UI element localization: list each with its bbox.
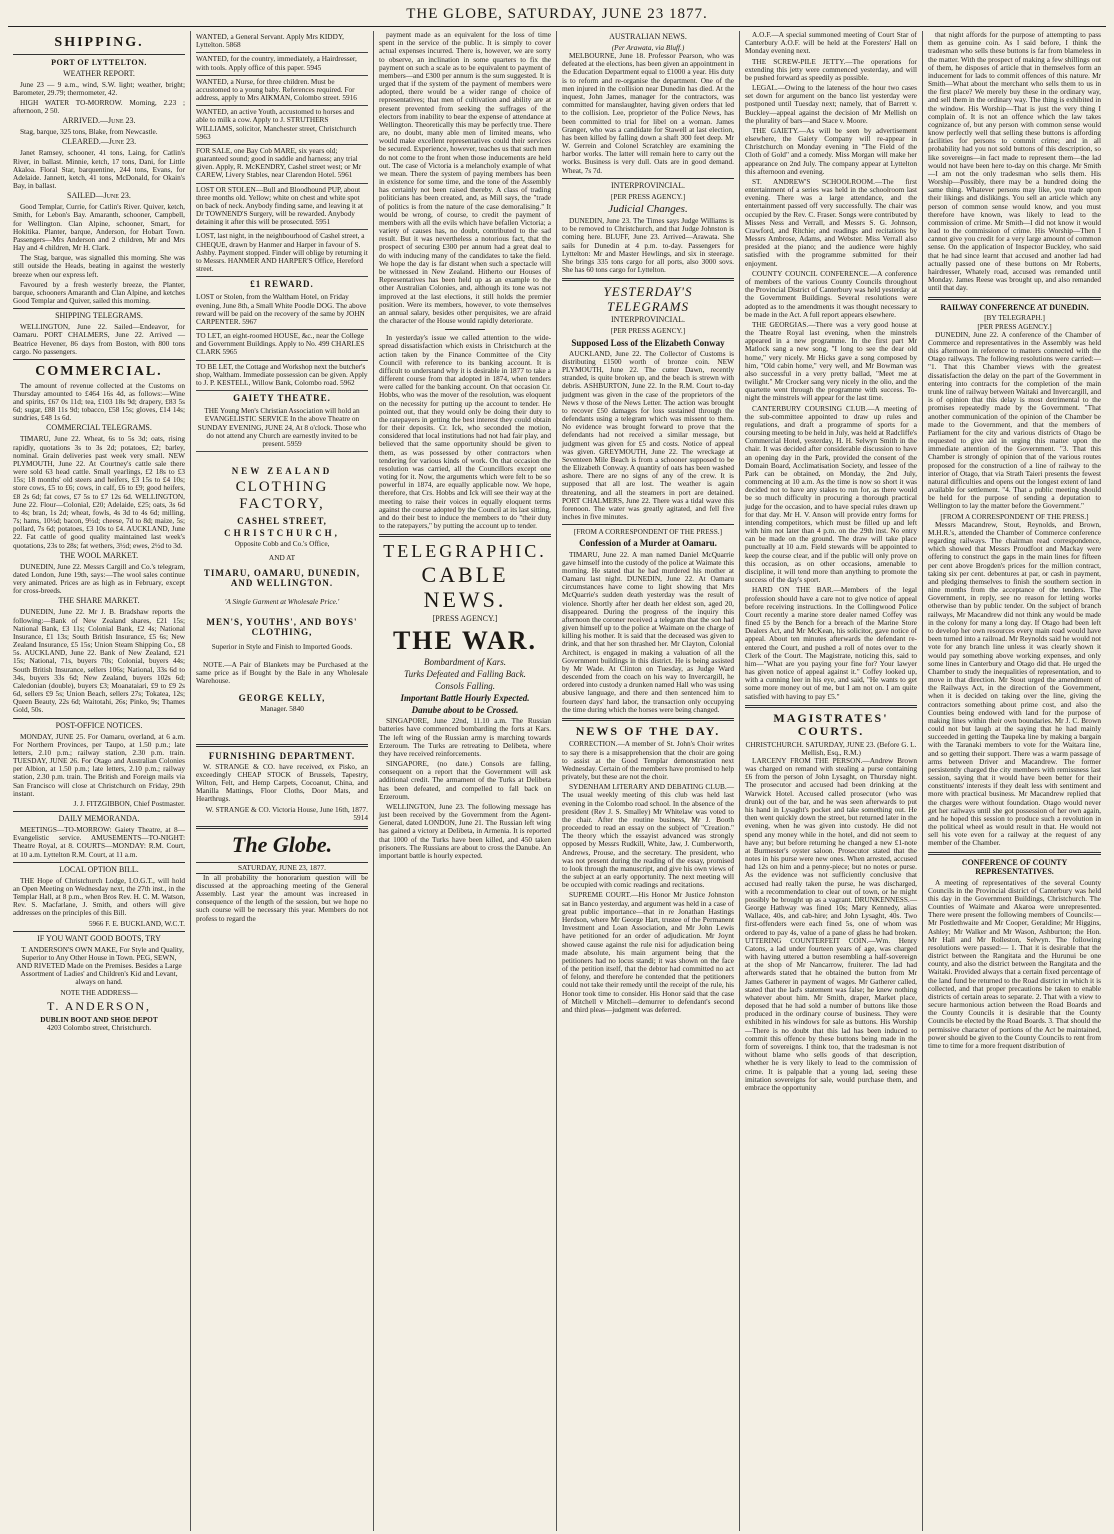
post-office-signature: J. J. FITZGIBBON, Chief Postmaster. <box>73 798 185 808</box>
magistrates-courts-sub: CHRISTCHURCH. SATURDAY, JUNE 23. (Before G. L. Mellish, Esq., R.M.) <box>745 739 917 757</box>
classified-ad: WANTED, a General Servant. Apply Mrs KIDDY, Lyttelton. 5868 <box>196 31 368 53</box>
columns <box>8 31 1106 1531</box>
divider <box>562 278 734 281</box>
war-headline: Consols Falling. <box>434 680 495 691</box>
news-of-the-day-heading: NEWS OF THE DAY. <box>575 723 721 738</box>
boots-name: T. ANDERSON, <box>46 998 152 1013</box>
boots-text: T. ANDERSON'S OWN MAKE, For Style and Quality, Superior to Any Other House in Town. PEG, SEWN, AND RIVETED Made on the Premises. Besides a Large Assortment of Ladies' and Children's Kid and Levant, always on hand. <box>16 944 184 987</box>
clothing-ad-line: Opposite Cobb and Co.'s Office, <box>234 538 330 548</box>
leader-continued: payment made as an equivalent for the loss of time spent in the service of the public. It is simply to cover actual expenses incurred. There is, however, we are sorry to observe, an inclination in some quarters to fix the payment on such a scale as to be equivalent to payment of members—and £300 per annum is the sum suggested. It is urged that if the system of the payment of members were adopted, there would be a wider range of choice of representatives; that men of cultivation and ability are at present prevented from seeking the suffrages of the electors from inability to bear the expense of attendance at Wellington. Theoretically this may be perfectly true. There are, no doubt, many able men of limited means, who would make excellent representatives could their services be secured. Experience, however, teaches us that such men do not come to the front when those inducements are held out. The case of Victoria is a melancholy example of what we mean. There the system of paying members has been in existence for some time, and the tone of the Assembly has certainly not been raised thereby. A class of trading politicians has been created, and, as Mill says, the "trade of politics is from the nature of the case demoralising." It would be wrong, of course, to credit the payment of members with all the evils which have befallen Victoria; a variety of causes has, no doubt, contributed to the sad result. But it was nevertheless a notorious fact, that the prospect of securing £300 per annum had a great deal to do with inducing many of the candidates to take the field. We hope the day is far distant when such a spectacle will be witnessed in New Zealand. Hitherto our Houses of Representatives has been held up as an example to the other Australian Colonies, and, although its tone was not improved at the last elections, it still holds the premier position. Were its members, however, to vote themselves an annual salary, besides other perquisites, we are afraid the character of the House would rapidly deteriorate. <box>379 31 551 326</box>
divider <box>196 826 368 829</box>
local-option-heading: LOCAL OPTION BILL. <box>59 864 139 874</box>
local-option-text: THE Hope of Christchurch Lodge, I.O.G.T., will hold an Open Meeting on Wednesday next, the 27th inst., in the Templar Hall, at 8 p.m., when Bros Rev. H. C. M. Watson, Rev. S. Macfarlane, J. Smith, and others will give addresses on the principles of this Bill. <box>13 875 185 918</box>
news-item: THE GAIETY.—As will be seen by advertisement elsewhere, the Gaiety Company will re-appear in Christchurch on Monday evening in "The Field of the Cloth of Gold" and a comedy. Miss Morgan will make her appearance on 2nd July. The company appear at Lyttelton this afternoon and evening. <box>745 125 917 176</box>
cable-news-heading: CABLE NEWS. <box>421 562 509 613</box>
judicial-heading: Judicial Changes. <box>608 202 688 215</box>
war-dispatch: WELLINGTON, June 23. The following message has just been received by the Government from the Agent-General, dated LONDON, June 21. The Russian left wing has gained a victory at Delibeta, in Armenia. It is reported that 1000 of the Turks have been killed, and 450 taken prisoners. The Russians are about to cross the Danube. An important battle is hourly expected. <box>379 801 551 860</box>
press-agency-label: [PER PRESS AGENCY.] <box>610 326 686 336</box>
telegraphic-heading: TELEGRAPHIC. <box>383 541 547 562</box>
boots-street: 4203 Colombo street, Christchurch. <box>46 1023 152 1033</box>
gaiety-ad: THE Young Men's Christian Association will hold an EVANGELISTIC SERVICE In the above Theatre on SUNDAY EVENING, JUNE 24, At 8 o'clock. Those who do not attend any Church are earnestly invited to be present. 5959 <box>196 405 368 452</box>
column-6 <box>923 31 1106 1531</box>
local-option-signature: 5966 F. E. BUCKLAND, W.C.T. <box>88 918 185 928</box>
clothing-ad-line: MEN'S, YOUTHS', AND BOYS' CLOTHING, <box>206 616 358 637</box>
divider <box>928 297 1101 300</box>
divider <box>562 178 734 179</box>
divider <box>13 862 185 863</box>
war-headline: Turks Defeated and Falling Back. <box>404 668 526 679</box>
correspondent-label: [FROM A CORRESPONDENT OF THE PRESS.] <box>940 511 1089 521</box>
news-item: CORRECTION.—A member of St. John's Choir writes to say there is a misapprehension that the choir are going to assist at the Good Templar demonstration next Wednesday. Certain of the members have promised to help privately, but these are not the choir. <box>562 739 734 782</box>
memoranda-heading: DAILY MEMORANDA. <box>58 814 140 824</box>
divider <box>379 534 551 537</box>
judicial-text: DUNEDIN, June 23. The Times says Judge Williams is to be removed to Christchurch, and that Judge Johnston is coming here. BLUFF, June 23. Arrived—Arawata. She sails for Dunedin at 4 p.m. to-day. Passengers for Lyttelton: Mr and Master Hewlings, and six in steerage. She brings 335 tons cargo for all ports, also 3000 sovs. She has 60 tons cargo for Lyttelton. <box>562 216 734 275</box>
war-headline: Important Battle Hourly Expected. <box>400 693 530 704</box>
war-headline: Danube about to be Crossed. <box>411 705 519 716</box>
divider <box>562 718 734 721</box>
news-item: COUNTY COUNCIL CONFERENCE.—A conference of members of the various County Councils throughout the Provincial District of Canterbury was held yesterday at the Government Buildings. Several resolutions were adopted as to the amendments it was thought necessary to be made in the Act. A full report appears elsewhere. <box>745 268 917 319</box>
classified-ad: LOST OR STOLEN—Bull and Bloodhound PUP, about three months old. Yellow; white on chest and white spot on back of neck. Anybody finding same, and leaving it at Dr TOWNEND'S Surgery, will be rewarded. Anybody detaining it after this will be prosecuted. 5951 <box>196 184 368 231</box>
commercial-text: The amount of revenue collected at the Customs on Thursday amounted to £464 16s 4d, as follows:—Wine and spirits, £67 0s 11d; tea, £103 18s 9d; drapery, £83 5s 6d; sugar, £88 11s 9d; tobacco, £58 15s; gloves, £14 14s; sundries, £48 1s 6d. <box>13 380 185 423</box>
column-2 <box>191 31 374 1531</box>
interprovincial-heading: INTERPROVINCIAL. <box>611 180 685 190</box>
yesterdays-telegrams-heading: YESTERDAY'S TELEGRAMS <box>603 284 693 314</box>
high-water: HIGH WATER TO-MORROW. Morning, 2.23 ; afternoon, 2 50. <box>13 97 185 116</box>
news-item: SYDENHAM LITERARY AND DEBATING CLUB.—The usual weekly meeting of this club was held last evening in the Colombo road school. In the absence of the president (Rev J. S. Smalley) Mr Whitelaw was voted to the chair. After the routine business, Mr J. Booth proceeded to read an essay on the subject of "Creation." The theory which the essayist advanced was strongly opposed by Messrs Rudkill, White, Jaw, J. Cumberworth, Andrews, Prouse, and the secretary. The president, who was not present during the reading of the essay, promised to look through the manuscript, and give his own views of the subject at an early opportunity. The next meeting will be occupied with comic readings and recitations. <box>562 782 734 890</box>
divider <box>196 744 368 747</box>
wool-text: DUNEDIN, June 22. Messrs Cargill and Co.'s telegram, dated London, June 19th, says:—The wool sales continue very animated. Prices are as high as in February, except for cross-breeds. <box>13 561 185 596</box>
furnishing-heading: FURNISHING DEPARTMENT. <box>208 750 356 761</box>
gaiety-heading: GAIETY THEATRE. <box>233 393 331 404</box>
stag-note: The Stag, barque, was signalled this morning. She was still outside the Heads, beating in against the westerly breeze when our express left. <box>13 253 185 279</box>
telegraph-label: [BY TELEGRAPH.] <box>984 313 1045 323</box>
conway-text: AUCKLAND, June 22. The Collector of Customs is distributing £1500 worth of bronze coin. NEW PLYMOUTH, June 22. The cutter Dawn, recently stranded, is quite broken up, and the beach is strewn with debris. ASHBURTON, June 22. In the R.M. Court to-day judgment was given in the case of the proprietors of the News v those of the News Letter. The action was brought to recover £50 damages for loss sustained through the defendants using a telegram which was missent to them. No evidence was brought forward to prove that the defendants had not received a similar message, but judgment was given for £5 and costs. Notice of appeal was given. GREYMOUTH, June 22. The wreckage at Seventeen Mile Beach is from a schooner supposed to be the Elizabeth Conway. A quantity of oats has been washed ashore. There are no signs of any of the crew. It is supposed that all are lost. The weather is again threatening, and all the steamers in port are detained. PORT CHALMERS, June 22. There was a tidal wave this forenoon. The water was greatly agitated, and fell five inches in five minutes. <box>562 348 734 522</box>
railway-conference-heading: RAILWAY CONFERENCE AT DUNEDIN. <box>940 302 1089 312</box>
column-4 <box>557 31 740 1531</box>
divider <box>13 54 185 55</box>
column-5 <box>740 31 923 1531</box>
shipping-telegrams-heading: SHIPPING TELEGRAMS. <box>55 311 143 321</box>
clothing-ad-line: Superior in Style and Finish to Imported Goods. <box>211 641 353 651</box>
murder-text: TIMARU, June 22. A man named Daniel McQuarrie gave himself into the custody of the police at Waimate this morning. He stated that he had murdered his mother at Oamaru last night. DUNEDIN, June 22. At Oamaru circumstances have come to light showing that Mrs McQuarrie's sudden death yesterday was the result of violence. Shortly after her death her eldest son, aged 20, disappeared. During the progress of the inquiry this afternoon the coroner received a telegram that the son had given himself up to the police at Waimate on the charge of killing his mother. It is said that the deceased was given to drink, and that her son thrashed her. Mr Clayton, Colonial Architect, is engaged in making a valuation of all the Government buildings in this district. He is being assisted by Mr Wade. At Clinton on Tuesday, as Judge Ward descended from the coach on his way to Invercargill, he ordered into custody a drunken named Hall who was using abusive language, and there and then sentenced him to fourteen days' hard labor, the transaction only occupying the time during which the horses were being changed. <box>562 549 734 714</box>
clothing-ad-line: NOTE.—A Pair of Blankets may be Purchased at the same price as if Bought by the Bale in any Wholesale Warehouse. <box>196 659 368 686</box>
interprovincial-heading: INTERPROVINCIAL. <box>611 315 685 325</box>
classified-ad: FOR SALE, one Bay Cob MARE, six years old; guaranteed sound; good in saddle and harness; any trial given. Apply, R. McKENDRY, Cashel street west; or Mr CAREW, Livery Stables, near Clarendon Hotel. 5961 <box>196 145 368 184</box>
boots-address: DUBLIN BOOT AND SHOE DEPOT <box>40 1015 158 1025</box>
news-item: LEGAL.—Owing to the lateness of the hour two cases set down for argument on the banco list yesterday were postponed until Tuesday next; namely, that of Barrett v. Buckley—appeal against the decision of Mr Mellish on the plurality of bars—and Stace v. Moore. <box>745 83 917 125</box>
australian-news-sub: (Per Arawata, via Bluff.) <box>611 42 685 52</box>
post-office-text: MONDAY, JUNE 25. For Oamaru, overland, at 6 a.m. For Northern Provinces, per Taupo, at 1.50 p.m.; late letters, 2.10 p.m.; railway station, 2.30 p.m. train. TUESDAY, JUNE 26. For Otago and Australian Colonies per Albion, at 1.50 p.m.; late letters, 2.10 p.m.; railway station, 2.30 p.m. train. The British and Foreign mails via San Francisco will close at Christchurch on Friday, 29th instant. <box>13 731 185 798</box>
clothing-ad-line: 'A Single Garment at Wholesale Price.' <box>224 597 340 607</box>
clothing-ad-line: CHRISTCHURCH, <box>224 527 340 538</box>
commercial-heading: COMMERCIAL. <box>35 363 163 379</box>
conway-heading: Supposed Loss of the Elizabeth Conway <box>571 337 725 348</box>
magistrates-courts-text: LARCENY FROM THE PERSON.—Andrew Brown was charged on remand with stealing a purse containing £6 from the person of John Lysaght, on Thursday night. The prosecutor and accused had been drinking at the Warwick Hotel. Accused called prosecutor (who was drunk) out of the bar, and he was seen afterwards to put his hand in Lysaght's pocket and take something out. He then went quickly down the street, but returned later in the evening, when he was given into custody. He did not spend any money while in the hotel, and did not seem to have any; but before returning he changed a new £1-note at Burmester's oyster saloon. Prosecutor stated that the notes in his purse were new ones. When arrested, accused had 12s on him and a penny-piece; but no notes or purse. As the evidence was not sufficiently conclusive that accused had really taken the purse, he was discharged, with a recommendation to clear out of town, or he might possibly be brought up as a vagrant. DRUNKENNESS.—George Hathway was fined 10s; Mary Kennedy, alias Wallace, 40s, and cab-hire; and John Lysaght, 40s. Two first-offenders were each fined 5s, one of whom was ordered to pay 4s, value of a pane of glass he had broken. UTTERING COUNTERFEIT COIN.—Wm. Henry Catons, a lad under fourteen years of age, was charged with having uttered a button resembling a half-sovereign at the shop of Mr Nancarrow, fruiterer. The lad had afterwards stated that he obtained the button from Mr James Gatherer in payment of wages. Mr Gatherer called, stated that the lad's statement was false; he knew nothing whatever about him. Mr Smith, draper, Market place, deposed that he had sold a number of buttons like those produced in the ordinary course of business. They were exhibited in his windows for sale as buttons. His Worship—There is no doubt that this lad has been induced to commit this offence by these buttons being made in the form of sovereigns. I think too, that the tradesman is not without blame who sells goods of that description, whether he is very likely to lead to the commission of crime. It is palpable that a young lad, seeing these imitation sovereigns for sale, would purchase them, and embrace the opportunity <box>745 755 917 1092</box>
news-item: THE SCREW-PILE JETTY.—The operations for extending this jetty were commenced yesterday, and will be pushed forward as speedily as possible. <box>745 56 917 82</box>
news-item: CANTERBURY COURSING CLUB.—A meeting of the sub-committee appointed to draw up rules and regulations, and draft a programme of sports for a coursing meeting to be held in July, was held at Radcliffe's Commercial Hotel, yesterday, H. H. Selwyn Smith in the chair. It was decided after considerable discussion to have an opening day in the Park, provided the consent of the Domain Board, Acclimatisation Society, and lessee of the Park can be obtained, on Monday, the 2nd July, commencing at 10 a.m. As the time is now so short it was decided not to have any stakes to run for, as there would be so much difficulty in procuring a thorough practical judge for the occasion, and to have special rules drawn up for that day. Mr H. V. Anson will provide entry forms for intending competitors, which must be filled up and left with him not later than 4 p.m. on the 29th inst. No entry can be made on the ground. The draw will take place punctually at 10 a.m. Field stewards will be appointed to keep the course clear, and if the public will only prove on this occasion, as on other occasions, amenable to discipline, it will tend more than anything to promote the success of the day's sport. <box>745 403 917 585</box>
divider <box>13 811 185 812</box>
clothing-ad-line: Manager. 5840 <box>260 704 304 714</box>
railway-conference-text: Messrs Macandrew, Stout, Reynolds, and Brown, M.H.R.'s, attended the Chamber of Commerce conference regarding railways. The chairman read correspondence, which showed that Messrs Proudfoot and Mackay were offering to construct the gaps in the main lines for fifteen per cent above Brogden's prices for the million contract, taking six per cent. debentures at par, or cash in payment, and pledging themselves to finish the southern section in nine months from the acceptance of the tenders. The Government, in reply, see no reason for letting works otherwise than by public tender. On the subject of branch railways, Mr Macandrew did not think any would be made in the colony for many a long day. If Otago had been left to develop her own resources every main road would have been turned into a railroad. Mr Reynolds said he would not vote for any branch line unless it was clearly shown it would pay something above working expenses, and only some lines in Canterbury and Otago did that. He urged the Chamber to study the inequalities of representation, and to move in that direction. Mr Stout urged the amendment of the Railways Act, in the direction of the Government, when it is decided on taking over the line, giving the contractors something about prime cost, and also the Counties being endowed with land for the purpose of making lines within their own boundaries. Mr J. C. Brown could not but laugh at the saying that he had mainly succeeded in getting the Taupeka line by making a bargain with the Taranaki members to vote for the Waitara line, and so getting their support. There was a warm passage of arms between Driver and Macandrew. The former persistently charged the city members with remissness last session, saying that it would have been better for their constituents' interests if they dealt less with sentiment and more with practical business. Mr Macandrew replied that the charges were without foundation. Otago would never get her railways until she got possession of her own again, and he hoped this session to produce such a revolution in the political wheel as would result in that. He would not sell his vote even for a railway at the request of any member of the Chamber. <box>928 519 1101 848</box>
arrived-heading: ARRIVED.—June 23. <box>62 116 136 126</box>
press-agency-label: [PRESS AGENCY.] <box>432 613 498 623</box>
war-heading: THE WAR. <box>392 625 538 655</box>
divider <box>13 718 185 719</box>
murder-heading: Confession of a Murder at Oamaru. <box>579 538 717 549</box>
press-agency-label: [PER PRESS AGENCY.] <box>977 321 1052 331</box>
news-item: THE GEORGIAS.—There was a very good house at the Theatre Royal last evening, when the minstrels appeared in a new programme. In the first part Mr Matlock sang a new song, "I long to see the dear old home," very nicely. Mr Hicks gave a song composed by him, "Old cabin home," very well, and Mr Bowman was also successful in a very pretty ballad, "Meet me at twilight." Mr Crocker sang very nicely in the olio, and the quartette went through the programme with success. To-night the minstrels will appear for the last time. <box>745 319 917 403</box>
divider <box>13 359 185 360</box>
county-conference-heading: CONFERENCE OF COUNTY REPRESENTATIVES. <box>961 857 1068 876</box>
divider <box>562 524 734 525</box>
classified-ad: WANTED, an active Youth, accustomed to horses and able to milk a cow. Apply to J. STRUTHERS WILLIAMS, solicitor, Manchester street, Christchurch 5963 <box>196 106 368 145</box>
classified-ad: LOST, last night, in the neighbourhood of Cashel street, a CHEQUE, drawn by Hanmer and Harper in favour of S. Ashby. Payment stopped. Finder will oblige by returning it to Messrs. HANMER AND HARPER'S Office, Hereford street. <box>196 230 368 277</box>
clothing-ad-line: TIMARU, OAMARU, DUNEDIN, AND WELLINGTON. <box>203 568 361 589</box>
column-1 <box>8 31 191 1531</box>
commercial-telegrams-text: TIMARU, June 22. Wheat, 6s to 5s 3d; oats, rising rapidly, quotations 3s to 3s 2d; potatoes, £2; barley, nominal. Grain deliveries past week very small. NEW PLYMOUTH, June 22. At Courtney's cattle sale there were sold 63 head cattle. Small yearlings, £2 18s to £3 15s; 18 months' old steers and heifers, £3 15s to £4 10s; store cows, £5 to £6; cows, in calf, £6 to £9; good heifers, £8 2s 6d; fat cows, £7 5s to £7 12s 6d. WELLINGTON, June 22. Flour—Colonial, £20; Adelaide, £25; oats, 3s 6d to 4s; bran, 1s 2d; wheat, fowls, 4s 3d to 4s 6d; milling, 7s; hams, 10½d; bacon, 9½d; cheese, 7d to 8d; maize, 5s; pollard, 7s 6d; potatoes, £3 10s to £4. AUCKLAND, June 22. Fat cattle of good quality maintained last week's quotations, 23s to 28s; fat wethers, 3½d; ewes, 2½d to 3d. <box>13 434 185 550</box>
leader-text: In all probability the honorarium question will be discussed at the approaching meeting of the General Assembly. Last year the amount was increased in consequence of the length of the session, but we hope no such course will be necessary this year. Members do not profess to regard the <box>196 872 368 923</box>
news-item: ST. ANDREW'S SCHOOLROOM.—The first entertainment of a series was held in the schoolroom last evening. There was a large attendance, and the entertainment passed off very successfully. The chair was occupied by the Rev. C. Fraser. Songs were contributed by Misses Ness and Verrall, and Messrs S. G. Johnson, Crawford, and Ritchie; and readings and recitations by Messrs Ambrose, Adams, and Webster. Miss Verrall also presided at the piano; and the audience were highly satisfied with the programme submitted for their enjoyment. <box>745 176 917 268</box>
war-dispatch: SINGAPORE, (no date.) Consols are falling, consequent on a report that the Government will ask additional credit. The armament of the Turks at Delibeta has been defeated, and compelled to fall back on Erzeroum. <box>379 759 551 801</box>
australian-news-text: MELBOURNE, June 18. Professor Pearson, who was defeated at the elections, has been given an appointment in the Education Department equal to £1000 a year. His duty is to reform and re-organise the department. One of the men injured in the collision near Dunedin has died. At the inquest, John James, manager for the contractors, was committed for manslaughter, having given orders that led to the collision. Lee, proprietor of the Police News, has been committed to trial for libel on a woman. James Granger, who was a candidate for Stawell at last election, has been killed by falling down a shaft 300 feet deep. Mr W. Gerrein and Colonel Scratchley are examining the harbor works. The latter will remain here to carry out the works. Business is very dull. Oats are in good demand. Wheat, 7s 7d. <box>562 51 734 175</box>
shipping-telegrams-text: WELLINGTON, June 22. Sailed—Endeavor, for Oamaru. PORT CHALMERS, June 22. Arrived — Beatrice Hevener, 86 days from Boston, with 800 tons cargo. No passengers. <box>13 322 185 356</box>
magistrates-courts-heading: MAGISTRATES' COURTS. <box>773 710 889 739</box>
court-continued: that night affords for the purpose of attempting to pass them as genuine coin. As I said before, I think the tradesman who sells these buttons is far from blameless in the matter. With the prospect of making a few shillings out of them, he disposes of article that in themselves form an inducement for lads to commit offences of this nature. Mr Smith—What about the merchant who sells them to us in the first place? We merely buy these in the ordinary way, and sell them in the ordinary way. The thing is exhibited in the window. His Worship—That is just the very thing I complain of. It is not an offence which the law takes cognizance of, but any person with common sense would know perfectly well that selling these buttons is affording facilities for persons to commit crime; and in all probability had you not sold buttons of this description, so like sovereigns—in fact made to represent them—the lad would not have been here to-day on this charge. Mr Smith—I am not the only tradesman who sells them. His Worship—Possibly, there may be a hundred doing the same thing. Whatever persons may like, you trade upon their likings and dislikings. You sell an article which any person of common sense would know, and you must therefore have known, was likely to lead to the commission of crime. Mr Smith—I did not know it would lead to the commission of crime. His Worship—Then I cannot give you credit for a very large amount of common sense. On the application of Inspector Buckley, who said that he had since learnt that accused and another lad had actually passed one of these buttons on Mr Roberts, hairdresser, Whately road, accused was remanded until Monday. James Reese was brought up, and also remanded until that day. <box>928 31 1101 293</box>
classified-ad: TO BE LET, the Cottage and Workshop next the butcher's shop, Waltham. Immediate possession can be given. Apply to J. P. KESTELL, Willow Bank, Colombo road. 5962 <box>196 361 368 392</box>
divider <box>13 931 185 932</box>
port-heading: PORT OF LYTTELTON. <box>51 57 147 67</box>
australian-news-heading: AUSTRALIAN NEWS. <box>609 32 687 41</box>
sailed-text: Good Templar, Currie, for Catlin's River. Quiver, ketch, Smith, for Lebon's Bay. Amaranth, schooner, Campbell, for Wellington. Clan Alpine, schooner, Smart, for Hokitika. Planter, barque, Anderson, for Hobart Town. Passengers—Mrs Anderson and 2 children, Mr and Mrs Hay and 4 children, Mr H. Clark. <box>13 202 185 253</box>
share-heading: THE SHARE MARKET. <box>58 596 140 606</box>
divider <box>928 852 1101 855</box>
classified-ad: WANTED, for the country, immediately, a Hairdresser, with tools. Apply office of this paper. 5945 <box>196 53 368 75</box>
favoured-note: Favoured by a fresh westerly breeze, the Planter, barque, schooners Amaranth and Clan Alpine, and ketches Good Templar and Quiver, sailed this morning. <box>13 279 185 306</box>
commercial-telegrams-heading: COMMERCIAL TELEGRAMS. <box>46 423 152 433</box>
reward-heading: £1 REWARD. <box>250 279 314 290</box>
post-office-heading: POST-OFFICE NOTICES. <box>55 720 143 730</box>
shipping-heading: SHIPPING. <box>54 35 144 50</box>
share-text: DUNEDIN, June 22. Mr J. B. Bradshaw reports the following:—Bank of New Zealand shares, £21 15s; National Bank, £3 11s; Colonial Bank, £2 4s; National Insurance, £1 13s; South British Insurance, £5 6s; New Zealand Insurance, £5 15s; Union Steam Shipping Co., £8 5s. AUCKLAND, June 22. Bank of New Zealand, £21 15s; National, 71s, buyers 70s; Colonial, buyers 44s; South British Insurance, sellers 106s; National, 33s 6d to 34s, buyers 33s 6d; New Zealand, buyers 102s 6d; Caledonian (double), buyers £3; Moanataiari, £9 to £9 2s 6d, sellers £9 5s; Union Beach, sellers 27s; Tokatea, 12s; Queen Beauty, 22s 6d; Waitotahi, 26s; Pinko, 9s; Thames Gold, 50s. <box>13 607 185 715</box>
cleared-heading: CLEARED.—June 23. <box>61 137 137 147</box>
divider <box>13 308 185 309</box>
divider <box>445 329 485 330</box>
memoranda-text: MEETINGS—TO-MORROW: Gaiety Theatre, at 8—Evangelistic service. AMUSEMENTS—TO-NIGHT: Theatre Royal, at 8. COURTS—MONDAY: R.M. Court, at 10 a.m. Lyttelton R.M. Court, at 11 a.m. <box>13 825 185 859</box>
war-headline: Bombardment of Kars. <box>424 656 506 667</box>
classified-ad: LOST or Stolen, from the Waltham Hotel, on Friday evening, June 8th, a Small White Poodle DOG. The above reward will be paid on the recovery of the same by JOHN CARPENTER. 5967 <box>196 291 368 330</box>
sailed-heading: SAILED—June 23. <box>67 191 131 201</box>
column-3 <box>374 31 557 1531</box>
classified-ad: WANTED, a Nurse, for three children. Must be accustomed to a young baby. References required. For address, apply to Mrs AIKMAN, Colombo street. 5916 <box>196 76 368 107</box>
classified-ad: TO LET, an eight-roomed HOUSE, &c., near the College and Government Buildings. Apply to No. 499 CHARLES CLARK 5965 <box>196 330 368 361</box>
globe-date: SATURDAY, JUNE 23, 1877. <box>196 862 368 874</box>
globe-title: The Globe. <box>231 831 333 857</box>
news-item: HARD ON THE BAR.—Members of the legal profession should have a care not to give notice of appeal before receiving instructions. In the Collingwood Police Court recently a marine store dealer named Coffey was fined £5 by the Bench for a breach of the Marine Store Dealers Act, and Mr McKean, his solicitor, gave notice of appeal. About ten minutes afterwards the defendant re-entered the Court, and pushed a roll of notes over to the Clerk of the Court. The Magistrate, noticing this, said to him—"What are you paying your fine for? Your lawyer has given notice of appeal against it." Coffey looked up, with a cunning leer in his eye, and said, "He wants to get some more money out of me, but I am not on. I am quite satisfied with having to pay £5." <box>745 585 917 701</box>
arrived-text: Stag, barque, 325 tons, Blake, from Newcastle. <box>20 127 158 137</box>
clothing-ad-line: CASHEL STREET, <box>237 515 327 526</box>
clothing-ad-line: GEORGE KELLY, <box>238 693 326 704</box>
press-agency-label: [PER PRESS AGENCY.] <box>610 191 686 201</box>
news-item: A.O.F.—A special summoned meeting of Court Star of Canterbury A.O.F. will be held at the Foresters' Hall on Monday evening next. <box>745 31 917 56</box>
masthead: THE GLOBE, SATURDAY, JUNE 23 1877. <box>8 6 1106 27</box>
correspondent-label: [FROM A CORRESPONDENT OF THE PRESS.] <box>573 527 723 537</box>
furnishing-text: W. STRANGE & CO. have received, ex Pisko, an exceedingly CHEAP STOCK of Brussels, Tapestry, Wilton, Felt, and Hemp Carpets, Cocoanut, China, and Manilla Mattings, Floor Cloths, Door Mats, and Hearthrugs. <box>196 761 368 804</box>
weather-report: June 23 — 9 a.m., wind, S.W. light; weather, bright; Barometer, 29.79; thermometer, 42. <box>13 79 185 97</box>
war-dispatch: SINGAPORE, June 22nd, 11.10 a.m. The Russian batteries have commenced bombarding the forts at Kars. The left wing of the Russian army is marching towards Erzeroum. The Turks are retreating to Delibeta, where they have received reinforcements. <box>379 716 551 758</box>
boots-heading: IF YOU WANT GOOD BOOTS, TRY <box>37 933 161 943</box>
wool-heading: THE WOOL MARKET. <box>59 550 139 560</box>
clothing-ad-line: NEW ZEALAND <box>231 466 333 477</box>
clothing-ad-line: AND AT <box>268 553 296 563</box>
furnishing-signature: W. STRANGE & CO. Victoria House, June 16th, 1877. 5914 <box>205 804 368 822</box>
cleared-text: Janet Ramsey, schooner, 41 tons, Laing, for Catlin's River, in ballast. Minnie, ketch, 17 tons, Dani, for Little Akaloa. Floral Star, barquentine, 244 tons, Evans, for Adelaide. Jannett, ketch, 41 tons, McDonald, for Okain's Bay, in ballast. <box>13 148 185 191</box>
clothing-ad-title: CLOTHING FACTORY, <box>235 479 329 512</box>
divider <box>745 705 917 708</box>
banking-article: In yesterday's issue we called attention to the wide-spread dissatisfaction which exists in Christchurch at the action taken by the Finance Committee of the City Council with reference to its banking account. It is difficult to understand why it is desirable in 1877 to take a different course from that adopted in 1874, when tenders were called for the banking account. On that occasion Cr. Hobbs, who was the mover of the resolution, was eloquent on the necessity for putting up the account to tender. He pointed out, that they would only be doing their duty to the ratepayers in getting the best interest they could obtain for their deposits. Cr. Ick, who seconded the motion, considered that local institutions had not had fair play, and believed that the same opportunity should be given to them, as was possessed by other contractors when tendering for various kinds of work. On that occasion the resolution was carried, all the Councillors except one voting for it. Now, the arguments which were felt to be so powerful in 1874, are equally applicable now. We hope, therefore, that Crs. Hobbs and Ick will see their way at the meeting to raise their voices in equally eloquent terms against the course adopted by the Council at its last sitting, and do their best to induce the members to do "their duty to the ratepayers," by putting the account up to tender. <box>379 333 551 531</box>
news-item: SUPREME COURT.—His Honor Mr Justice Johnston sat in Banco yesterday, and argument was held in a case of great public importance—that in re Jonathan Hastings Herdson, where Mr George Hart, trustee of the Permanent Investment and Loan Association, and Mr John Lewis have petitioned for an order of adjudication. Mr Joynt showed cause against the rule nisi for adjudication being made absolute, his main argument being that the petitioners had no locus standi; it was shown on the face of the petition itself, that the debtor had committed no act of felony, and therefore he contended that the petitioners could not take their remedy until the receipt of the rule, his Honor took time to consider. His Honor said that the case of Mitchell v Mitchell—demurrer to defendant's second and third pleas—judgment was deferred. <box>562 890 734 1014</box>
weather-heading: WEATHER REPORT. <box>63 68 135 78</box>
railway-conference-text: DUNEDIN, June 22. A conference of the Chamber of Commerce and representatives in the Assembly was held this afternoon in reference to matters connected with the Otago railways. The following resolutions were carried:— "1. That this Chamber views with the greatest dissatisfaction the delay on the part of the Government in entering into contracts for the completion of the main trunk line of railway between Waitaki and Invercargill, and is of opinion that this delay is most detrimental to the promises repeatedly made by the Government. "That another communication of the opinion of the Chamber be made to the Government, and that the members of Parliament for the city and various districts of Otago be requested to give aid in urging this matter upon the immediate attention of the Government. "3. That this Chamber is strongly of opinion that of the various routes proposed for the construction of a line of railway to the interior of Otago, that via Strath Taieri presents the fewest natural difficulties and opens out the longest extent of land available for settlement. "4. That a public meeting should be held for the purpose of sending a deputation to Wellington to lay the matter before the Government." <box>928 329 1101 511</box>
county-conference-text: A meeting of representatives of the several County Councils in the Provincial district of Canterbury was held this day in the Government Buildings, Christchurch. The Counties of Waimate and Akaroa were unrepresented. There were present the following members of Councils:—Mr Postlethwaite and Mr Cooper, Geraldine; Mr Higgins, Ashley; Mr Walker and Mr Wason, Ashburton; the Hon. Mr Hall and Mr Rolleston, Selwyn. The following resolutions were passed:— 1. That it is desirable that the district between the Rangitata and the Hurunui be one county, and also the district between the Rangitata and the Waitaki. Provided always that a certain fixed percentage of the land fund be returned to the Road district in which it is collected, and that proper precautions be taken to enable districts of certain areas to separate. 2. That with a view to secure harmonious action between the Road Boards and the County Councils it is desirable that the County Councils be elected by the Road Boards. 3. That should the permissive character of portions of the Act be maintained, power should be given to the County Councils to rent from time to time for a more frequent distribution of <box>928 877 1101 1050</box>
boots-note: NOTE THE ADDRESS— <box>60 987 138 997</box>
